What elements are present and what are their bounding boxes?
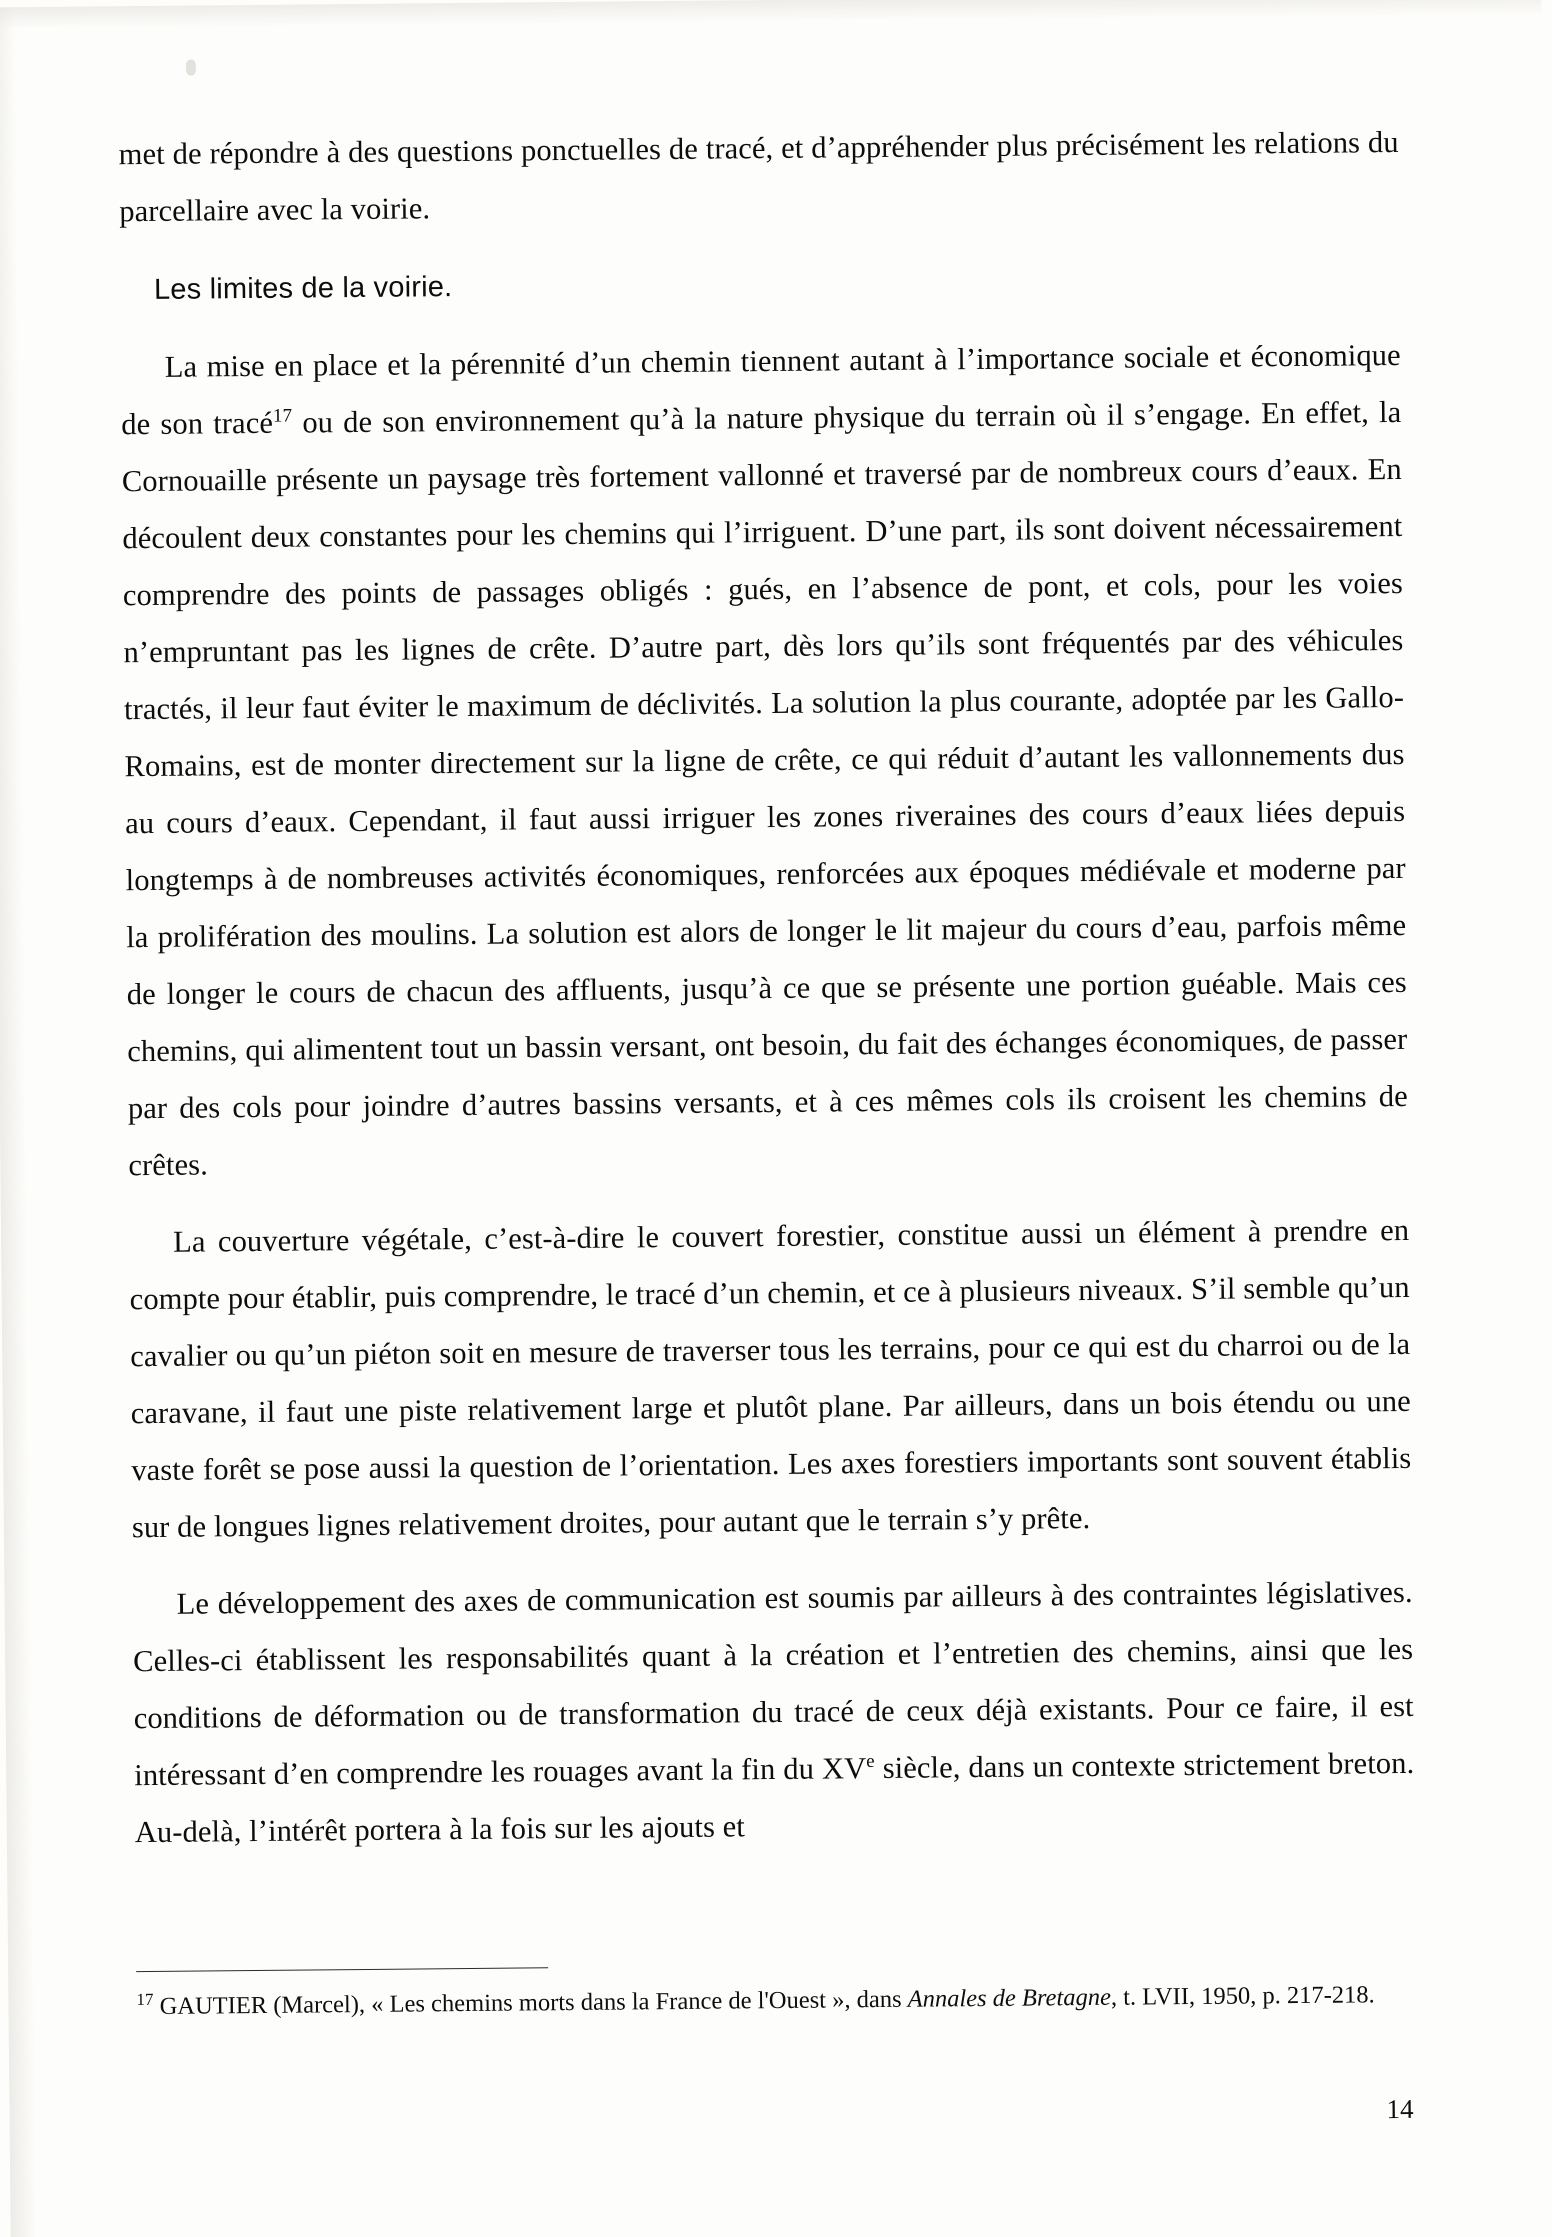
page-edge-shadow-left (0, 7, 37, 2237)
footnote-author-lastname: GAUTIER (159, 1991, 268, 2020)
page-number: 14 (1386, 2093, 1414, 2125)
footnote-entry (136, 1974, 1416, 2028)
section-heading: Les limites de la voirie. (153, 271, 453, 306)
paragraph-text-part-two: siècle, dans un contexte strictement breton. Au-delà, l’intérêt portera à la fois sur les ajouts et (134, 1745, 1415, 1850)
page-body (118, 114, 1415, 1861)
paragraph-intro-continued: met de répondre à des questions ponctuelles de tracé, et d’appréhender plus précisément les relations du parcellaire avec la voirie. (118, 124, 1399, 229)
paragraph-text-part-one: Le développement des axes de communication est soumis par ailleurs à des contraintes législatives. Celles-ci établissent les responsabilités quant à la création et l’entretien des chemins, ainsi que les conditions de déformation ou de transformation du tracé de ceux déjà existants. Pour ce faire, il est intéressant d’en comprendre les rouages avant la fin du XV (133, 1574, 1414, 1793)
footnote-reference-details: , t. LVII, 1950, p. 217-218. (1110, 1981, 1375, 2011)
scan-artifact (186, 60, 196, 76)
footnote-author-firstname: (Marcel) (273, 1991, 360, 2019)
footnote-area (136, 1959, 1416, 2028)
footnote-journal-title: Annales de Bretagne (907, 1983, 1112, 2013)
footnote-number: 17 (136, 1989, 154, 2010)
paragraph-couverture-vegetale: La couverture végétale, c’est-à-dire le couvert forestier, constitue aussi un élément à prendre en compte pour établir, puis comprendre, le tracé d’un chemin, et ce à plusieurs niveaux. S’il semble qu’un cavalier ou qu’un piéton soit en mesure de traverser tous les terrains, pour ce qui est du charroi ou de la caravane, il faut une piste relativement large et plutôt plane. Par ailleurs, dans un bois étendu ou une vaste forêt se pose aussi la question de l’orientation. Les axes forestiers importants sont souvent établis sur de longues lignes relativement droites, pour autant que le terrain s’y prête. (129, 1212, 1412, 1545)
paragraph-mise-en-place (120, 327, 1408, 1194)
footnote-separator-rule (136, 1967, 548, 1972)
footnote-reference-marker[interactable]: 17 (272, 405, 293, 427)
footnote-article-title: , « Les chemins morts dans la France de l'Ouest », dans (358, 1985, 908, 2019)
ordinal-superscript: e (866, 1750, 875, 1773)
paragraph-text-before-footnote: La mise en place et la pérennité d’un chemin tiennent autant à l’importance sociale et économique de son tracé (121, 337, 1401, 442)
paragraph-developpement-axes (132, 1564, 1415, 1861)
paragraph-text-after-footnote: ou de son environnement qu’à la nature physique du terrain où il s’engage. En effet, la Cornouaille présente un paysage très fortement vallonné et traversé par de nombreux cours d’eaux. En découlent deux constantes pour les chemins qui l’irriguent. D’une part, ils sont doivent nécessairement comprendre des points de passages obligés : gués, en l’absence de pont, et cols, pour les voies n’empruntant pas les lignes de crête. D’autre part, dès lors qu’ils sont fréquentés par des véhicules tractés, il leur faut éviter le maximum de déclivités. La solution la plus courante, adoptée par les Gallo-Romains, est de monter directement sur la ligne de crête, ce qui réduit d’autant les vallonnements dus au cours d’eaux. Cependant, il faut aussi irriguer les zones riveraines des cours d’eaux liées depuis longtemps à de nombreuses activités économiques, renforcées aux époques médiévale et moderne par la prolifération des moulins. La solution est alors de longer le lit majeur du cours d’eau, parfois même de longer le cours de chacun des affluents, jusqu’à ce que se présente une portion guéable. Mais ces chemins, qui alimentent tout un bassin versant, ont besoin, du fait des échanges économiques, de passer par des cols pour joindre d’autres bassins versants, et à ces mêmes cols ils croisent les chemins de crêtes. (121, 394, 1408, 1183)
page-edge-shadow-top (0, 0, 1541, 29)
